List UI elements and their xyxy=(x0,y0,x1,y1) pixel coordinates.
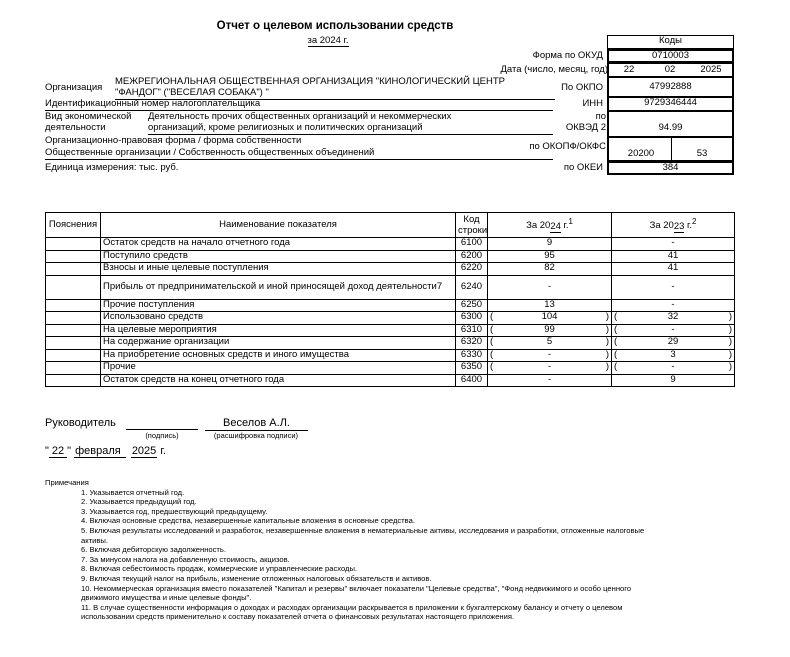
date-year: 2025 xyxy=(700,64,722,75)
note-item: 2. Указывается предыдущий год. xyxy=(81,497,197,507)
sign-date xyxy=(45,445,166,458)
row-year2: ( - ) xyxy=(612,362,735,375)
okud-code: 0710003 xyxy=(607,49,734,63)
report-period xyxy=(295,36,361,47)
codes-header: Коды xyxy=(607,35,734,49)
org-name-line-2: "ФАНДОГ" ("ВЕСЕЛАЯ СОБАКА") " xyxy=(115,88,555,100)
col-year1-sup: 1 xyxy=(568,217,573,227)
table-row xyxy=(46,250,735,263)
row-year2: ( 29 ) xyxy=(612,337,735,350)
note-item: 7. За минусом налога на добавленную стоимость, акцизов. xyxy=(81,554,290,564)
table-row xyxy=(46,238,735,251)
row-name: Прочие xyxy=(101,362,456,375)
col-year1-post: г. xyxy=(560,220,569,232)
notes-title: Примечания xyxy=(45,478,89,487)
note-item: 11. В случае существенности информация о доходах и расходах организации раскрывается в приложении к бухгалтерскому балансу и отчету о целевом xyxy=(81,602,623,612)
funds-table xyxy=(45,212,735,387)
org-name-line-1: МЕЖРЕГИОНАЛЬНАЯ ОБЩЕСТВЕННАЯ ОРГАНИЗАЦИЯ "КИНОЛОГИЧЕСКИЙ ЦЕНТР xyxy=(115,76,505,87)
table-row xyxy=(46,263,735,276)
col-year2-pre: За 20 xyxy=(649,220,674,232)
row-year2: ( - ) xyxy=(612,324,735,337)
head-label: Руководитель xyxy=(45,417,116,429)
col-year1-pre: За 20 xyxy=(526,220,551,232)
notes-cell xyxy=(46,312,101,325)
row-code: 6100 xyxy=(456,238,488,251)
notes-cell xyxy=(46,337,101,350)
row-year1: 82 xyxy=(488,263,612,276)
activity-label xyxy=(45,112,131,134)
quote-open: " xyxy=(45,445,49,457)
col-year2-yy: 23 xyxy=(673,220,685,232)
row-year2-value: - xyxy=(671,361,675,373)
okopf-divider xyxy=(671,137,672,161)
sign-month: февраля xyxy=(74,445,126,458)
row-year2: ( 3 ) xyxy=(612,349,735,362)
row-name: Остаток средств на конец отчетного года xyxy=(101,374,456,387)
notes-cell xyxy=(46,349,101,362)
sign-caption: (подпись) xyxy=(145,431,179,440)
note-item: 5. Включая результаты исследований и разработок, незавершенные вложения в нематериальные активы, исследования и разработки, отложенные налоговые xyxy=(81,525,645,535)
okved-label-line-2: ОКВЭД 2 xyxy=(565,121,606,133)
row-year1: - xyxy=(488,374,612,387)
okei-code: 384 xyxy=(607,161,734,175)
row-year1: ( - ) xyxy=(488,362,612,375)
notes-cell xyxy=(46,263,101,276)
table-row xyxy=(46,324,735,337)
row-year1: 13 xyxy=(488,299,612,312)
row-code: 6400 xyxy=(456,374,488,387)
note-item: 4. Включая основные средства, незавершенные капитальные вложения в основные средства. xyxy=(81,516,415,526)
date-month: 02 xyxy=(664,64,676,75)
signature-line xyxy=(126,429,198,430)
row-year1-value: - xyxy=(547,348,552,360)
inn-row-label: Идентификационный номер налогоплательщика xyxy=(45,99,553,111)
activity-line-1: Деятельность прочих общественных организаций и некоммерческих xyxy=(148,111,452,122)
row-code: 6250 xyxy=(456,299,488,312)
org-label: Организация xyxy=(45,82,103,93)
table-header-row xyxy=(46,213,735,238)
row-year1: 95 xyxy=(488,250,612,263)
table-row xyxy=(46,312,735,325)
row-year1: ( 104 ) xyxy=(488,312,612,325)
row-year1: 9 xyxy=(488,238,612,251)
row-name: Использовано средств xyxy=(101,312,456,325)
activity-label-line-2: деятельности xyxy=(45,121,106,133)
okud-label: Форма по ОКУД xyxy=(532,50,603,61)
table-row xyxy=(46,362,735,375)
row-year2-value: 29 xyxy=(667,336,679,348)
row-name: На приобретение основных средств и иного имущества xyxy=(101,349,456,362)
note-item: 8. Включая себестоимость продаж, коммерческие и управленческие расходы. xyxy=(81,564,358,574)
quote-close: " xyxy=(67,445,72,457)
date-day: 22 xyxy=(623,64,635,75)
note-item: 10. Некоммерческая организация вместо показателей "Капитал и резервы" включает показатели "Целевые средства", "Фонд недвижимого и особо ценного xyxy=(81,583,632,593)
row-code: 6300 xyxy=(456,312,488,325)
col-code-line-2: строки xyxy=(458,225,488,236)
row-name: Поступило средств xyxy=(101,250,456,263)
row-code: 6330 xyxy=(456,349,488,362)
signer-name: Веселов А.Л. xyxy=(205,417,308,431)
row-year2: ( 32 ) xyxy=(612,312,735,325)
legal-form-label: Организационно-правовая форма / форма собственности xyxy=(45,135,302,146)
notes-cell xyxy=(46,324,101,337)
col-year2-sup: 2 xyxy=(692,217,697,227)
row-year1-value: 99 xyxy=(544,323,555,335)
okpo-code: 47992888 xyxy=(607,77,734,97)
row-year2: 41 xyxy=(612,250,735,263)
note-item: 3. Указывается год, предшествующий предыдущему. xyxy=(81,506,268,516)
note-item-continuation: движимого имущества и иные целевые фонды". xyxy=(81,593,252,603)
inn-label: ИНН xyxy=(582,98,603,109)
table-row xyxy=(46,275,735,299)
row-year1: ( 99 ) xyxy=(488,324,612,337)
row-code: 6220 xyxy=(456,263,488,276)
okopf-code: 20200 xyxy=(627,148,655,159)
row-year2-value: 3 xyxy=(670,348,676,360)
note-item-continuation: использовании средств применительно к составу показателей отчета о финансовых результатах настоящего приложения. xyxy=(81,612,515,622)
table-row xyxy=(46,299,735,312)
note-item: 1. Указывается отчетный год. xyxy=(81,487,185,497)
okved-code: 94.99 xyxy=(607,111,734,137)
okei-label: по ОКЕИ xyxy=(563,162,603,173)
report-title: Отчет о целевом использовании средств xyxy=(216,20,454,32)
decode-caption: (расшифровка подписи) xyxy=(213,431,299,440)
table-row xyxy=(46,337,735,350)
sign-day: 22 xyxy=(49,445,67,458)
row-name: На целевые мероприятия xyxy=(101,324,456,337)
row-name: Прибыль от предпринимательской и иной приносящей доход деятельности7 xyxy=(101,275,456,299)
org-name xyxy=(115,77,535,100)
sign-year: 2025 xyxy=(131,445,157,457)
okopf-label: по ОКОПФ/ОКФС xyxy=(529,141,606,152)
notes-section xyxy=(45,478,735,622)
row-code: 6310 xyxy=(456,324,488,337)
row-year2: 9 xyxy=(612,374,735,387)
col-year2-header xyxy=(612,213,735,238)
activity-line-2: организаций, кроме религиозных и политических организаций xyxy=(148,123,553,135)
note-item: 6. Включая дебиторскую задолженность. xyxy=(81,545,226,555)
table-row xyxy=(46,349,735,362)
okfs-code: 53 xyxy=(696,148,708,159)
row-year2: 41 xyxy=(612,263,735,276)
report-period-text: за 2024 г. xyxy=(307,35,349,46)
table-row xyxy=(46,374,735,387)
sign-year-suffix: г. xyxy=(160,445,167,457)
row-name: Взносы и иные целевые поступления xyxy=(101,263,456,276)
row-code: 6350 xyxy=(456,362,488,375)
col-name-header: Наименование показателя xyxy=(101,213,456,238)
row-year2-value: - xyxy=(671,323,675,335)
row-year1-value: - xyxy=(547,361,552,373)
row-year2: - xyxy=(612,299,735,312)
row-code: 6320 xyxy=(456,337,488,350)
row-year1: - xyxy=(488,275,612,299)
unit-label: Единица измерения: тыс. руб. xyxy=(45,162,179,173)
okved-label-line-1: по xyxy=(595,111,606,122)
col-code-line-1: Код xyxy=(463,214,480,225)
row-year2: - xyxy=(612,275,735,299)
col-year2-post: г. xyxy=(684,220,692,232)
row-name: Прочие поступления xyxy=(101,299,456,312)
okved-label xyxy=(540,112,606,134)
row-code: 6240 xyxy=(456,275,488,299)
activity-value xyxy=(148,112,553,135)
date-label: Дата (число, месяц, год) xyxy=(500,64,608,75)
inn-code: 9729346444 xyxy=(607,97,734,111)
okpo-label: По ОКПО xyxy=(561,82,603,93)
legal-form-value: Общественные организации / Собственность общественных объединений xyxy=(45,148,553,160)
notes-cell xyxy=(46,250,101,263)
row-year2-value: 32 xyxy=(667,311,679,323)
row-year1-value: 104 xyxy=(541,311,558,323)
row-year1: ( - ) xyxy=(488,349,612,362)
note-item: 9. Включая текущий налог на прибыль, изменение отложенных налоговых обязательств и активов. xyxy=(81,573,432,583)
col-notes-header: Пояснения xyxy=(46,213,101,238)
row-year2: - xyxy=(612,238,735,251)
row-year1: ( 5 ) xyxy=(488,337,612,350)
col-code-header xyxy=(456,213,488,238)
note-item-continuation: активы. xyxy=(81,535,108,545)
notes-cell xyxy=(46,238,101,251)
activity-label-line-1: Вид экономической xyxy=(45,111,132,122)
row-code: 6200 xyxy=(456,250,488,263)
notes-cell xyxy=(46,275,101,299)
notes-cell xyxy=(46,299,101,312)
notes-cell xyxy=(46,362,101,375)
row-name: Остаток средств на начало отчетного года xyxy=(101,238,456,251)
col-year1-yy: 24 xyxy=(550,220,561,232)
col-year1-header xyxy=(488,213,612,238)
notes-cell xyxy=(46,374,101,387)
row-year1-value: 5 xyxy=(546,336,553,348)
row-name: На содержание организации xyxy=(101,337,456,350)
